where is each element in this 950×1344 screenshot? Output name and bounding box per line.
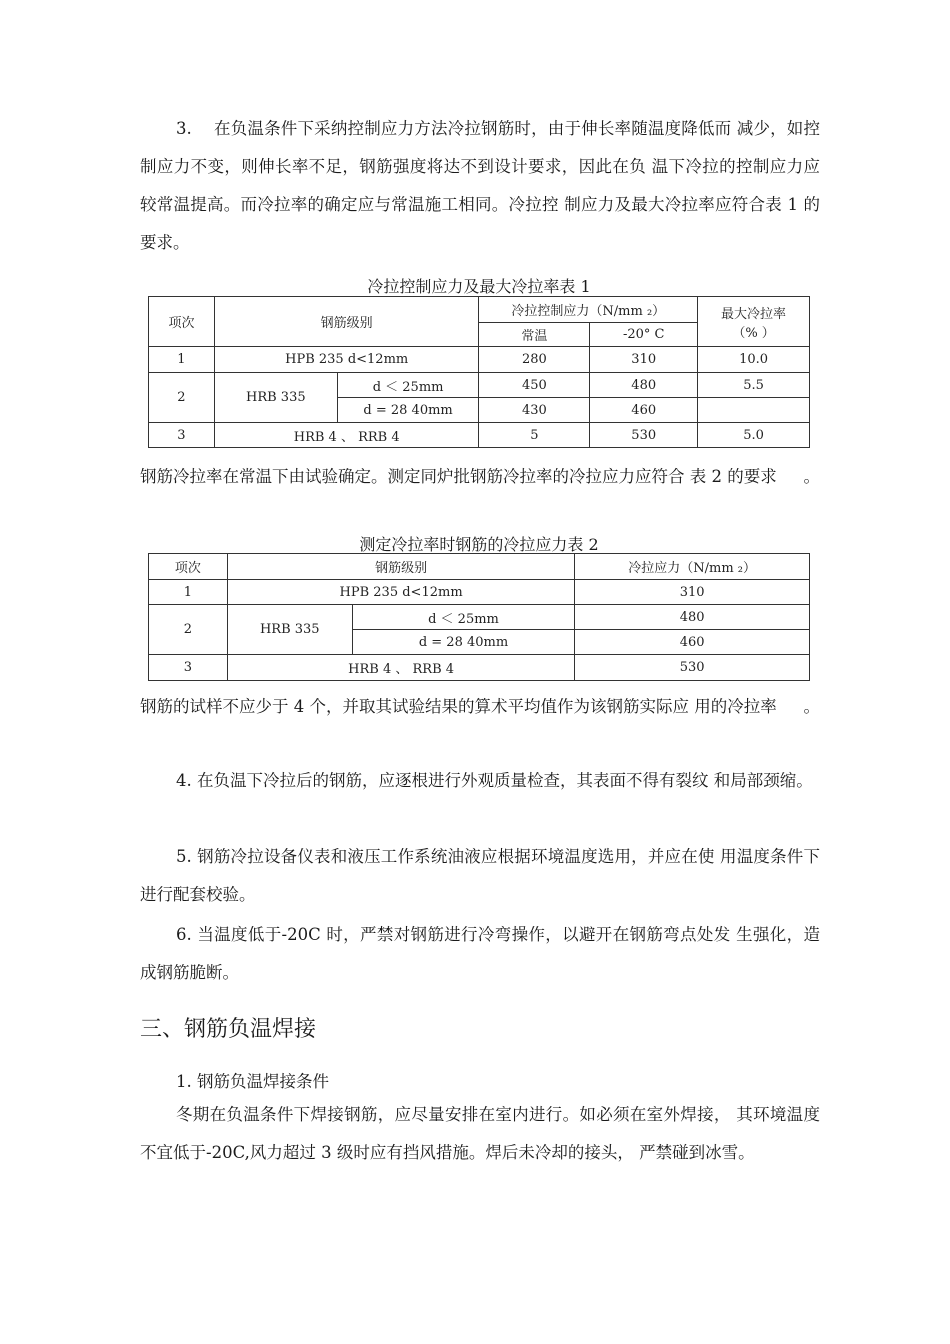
t2-row-2a xyxy=(149,605,810,630)
t2-r1-no: 1 xyxy=(149,580,228,605)
t1-r2-cold1: 480 xyxy=(590,373,698,398)
t1-r2-max2 xyxy=(698,398,810,423)
t2-r3-grade: HRB 4 、 RRB 4 xyxy=(227,655,574,681)
t1-r2-no: 2 xyxy=(149,373,215,423)
table1-caption: 冷拉控制应力及最大冷拉率表 1 xyxy=(367,277,591,296)
t2-r3-no: 3 xyxy=(149,655,228,681)
t2-row-1 xyxy=(149,580,810,605)
t1-r1-grade: HPB 235 d<12mm xyxy=(214,347,479,373)
paragraph-6: 6. 当温度低于-20C 时，严禁对钢筋进行冷弯操作，以避开在钢筋弯点处发 生强化，造成钢筋脆断。 xyxy=(140,925,820,982)
t1-r2-grade: HRB 335 xyxy=(214,373,337,423)
paragraph-after-table1-end: 。 xyxy=(803,467,820,486)
subheading-1: 1. 钢筋负温焊接条件 xyxy=(176,1072,329,1091)
t1-r2-normal2: 430 xyxy=(479,398,590,423)
paragraph-after-table2 xyxy=(140,688,820,726)
t1-r1-no: 1 xyxy=(149,347,215,373)
t1-r1-max: 10.0 xyxy=(698,347,810,373)
t1-r3-grade: HRB 4 、 RRB 4 xyxy=(214,423,479,448)
t2-r2-sub1: d ＜ 25mm xyxy=(352,605,575,630)
t2-header-item: 项次 xyxy=(149,554,228,580)
t1-header-minus20: -20° C xyxy=(590,323,698,347)
t1-header-normal: 常温 xyxy=(479,323,590,347)
t1-row-1 xyxy=(149,347,810,373)
t1-r3-max: 5.0 xyxy=(698,423,810,448)
t2-row-3 xyxy=(149,655,810,681)
t2-r2-sub2: d = 28 40mm xyxy=(352,630,575,655)
t1-r3-normal: 5 xyxy=(479,423,590,448)
t1-r2-cold2: 460 xyxy=(590,398,698,423)
t1-header-grade: 钢筋级别 xyxy=(214,297,479,347)
t1-r2-sub1: d ＜ 25mm xyxy=(337,373,479,398)
t1-header-max-label: 最大冷拉率 xyxy=(721,306,787,322)
paragraph-after-table1-text: 钢筋冷拉率在常温下由试验确定。测定同炉批钢筋冷拉率的冷拉应力应符合 表 2 的要求 xyxy=(140,467,777,486)
paragraph-3: 3. 在负温条件下采纳控制应力方法冷拉钢筋时，由于伸长率随温度降低而 减少，如控制应力不变，则伸长率不足，钢筋强度将达不到设计要求，因此在负 温下冷拉的控制应力应较常温提高。而冷拉率的确定应与常温施工相同。冷拉控 制应力及最大冷拉率应符合表 1 的要求。 xyxy=(140,119,820,252)
t1-header-max-unit: （% ） xyxy=(732,325,775,341)
t1-r2-max1: 5.5 xyxy=(698,373,810,398)
t2-r2-grade: HRB 335 xyxy=(227,605,352,655)
t2-r1-grade: HPB 235 d<12mm xyxy=(227,580,574,605)
table2-caption: 测定冷拉率时钢筋的冷拉应力表 2 xyxy=(359,535,599,554)
t1-r2-normal1: 450 xyxy=(479,373,590,398)
t1-header-stress: 冷拉控制应力（N/mm ₂） xyxy=(479,297,698,323)
t1-r1-cold: 310 xyxy=(590,347,698,373)
t1-row-3 xyxy=(149,423,810,448)
paragraph-4: 4. 在负温下冷拉后的钢筋，应逐根进行外观质量检查，其表面不得有裂纹 和局部颈缩。 xyxy=(176,771,813,790)
t1-r3-cold: 530 xyxy=(590,423,698,448)
t2-r2-stress2: 460 xyxy=(575,630,810,655)
t1-header-item: 项次 xyxy=(149,297,215,347)
t1-row-2a xyxy=(149,373,810,398)
paragraph-5: 5. 钢筋冷拉设备仪表和液压工作系统油液应根据环境温度选用，并应在使 用温度条件下进行配套校验。 xyxy=(140,847,820,904)
t1-header-max xyxy=(698,297,810,347)
t1-r3-no: 3 xyxy=(149,423,215,448)
t2-r1-stress: 310 xyxy=(575,580,810,605)
t1-r2-sub2: d = 28 40mm xyxy=(337,398,479,423)
t2-header-grade: 钢筋级别 xyxy=(227,554,574,580)
section-heading-3: 三、钢筋负温焊接 xyxy=(140,1017,317,1042)
t2-header-stress: 冷拉应力（N/mm ₂） xyxy=(575,554,810,580)
t1-r1-normal: 280 xyxy=(479,347,590,373)
table1 xyxy=(148,296,810,448)
t2-r2-stress1: 480 xyxy=(575,605,810,630)
paragraph-after-table2-end: 。 xyxy=(803,697,820,716)
paragraph-after-table2-text: 钢筋的试样不应少于 4 个，并取其试验结果的算术平均值作为该钢筋实际应 用的冷拉率 xyxy=(140,697,777,716)
paragraph-weld: 冬期在负温条件下焊接钢筋，应尽量安排在室内进行。如必须在室外焊接， 其环境温度不宜低于-20C,风力超过 3 级时应有挡风措施。焊后未冷却的接头， 严禁碰到冰雪。 xyxy=(140,1105,820,1162)
table2 xyxy=(148,553,810,681)
paragraph-after-table1 xyxy=(140,458,820,496)
t2-r3-stress: 530 xyxy=(575,655,810,681)
t2-r2-no: 2 xyxy=(149,605,228,655)
